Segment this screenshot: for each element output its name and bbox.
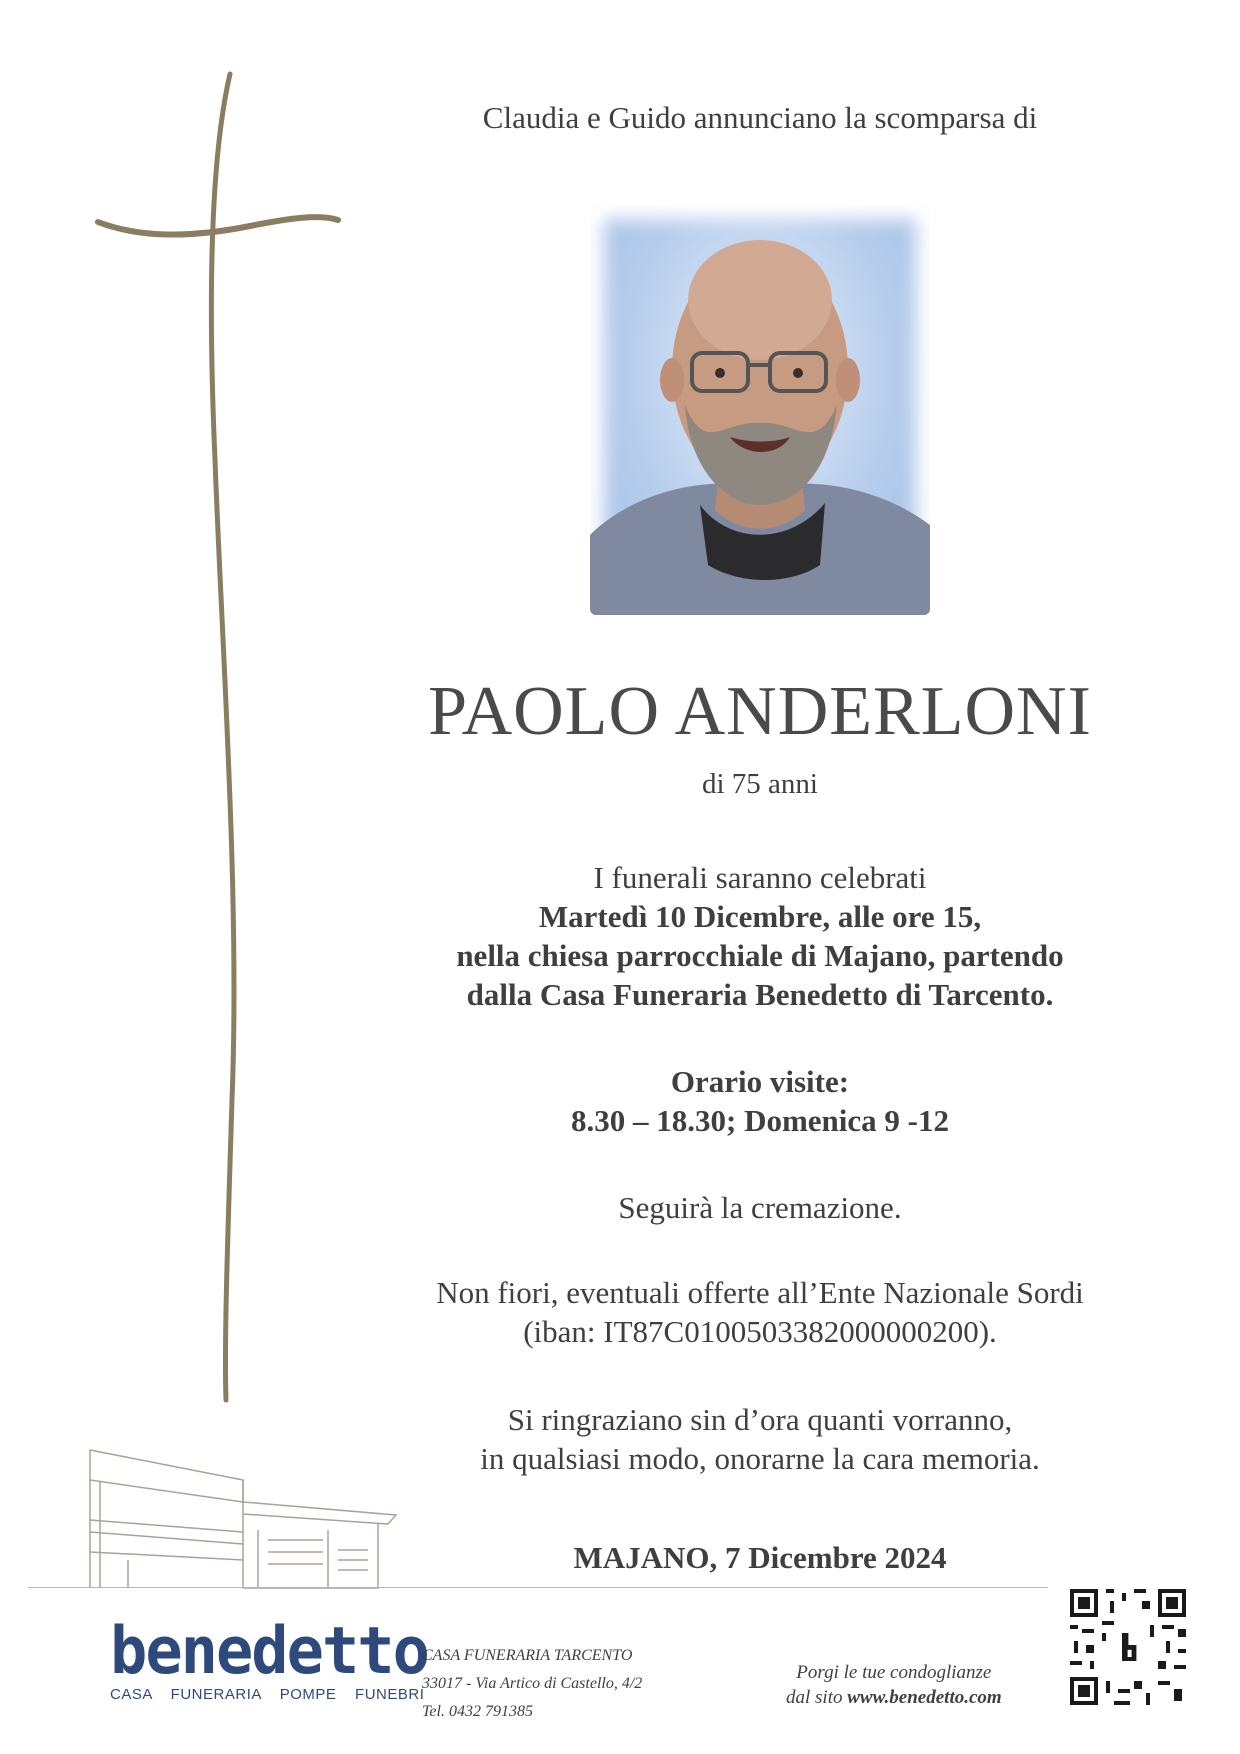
deceased-portrait	[590, 205, 930, 615]
funeral-date: Martedì 10 Dicembre, alle ore 15,	[538, 899, 982, 934]
footer-divider	[28, 1587, 1048, 1588]
cremation-note: Seguirà la cremazione.	[618, 1190, 902, 1225]
logo-wordmark: benedetto	[110, 1612, 428, 1689]
deceased-age: di 75 anni	[702, 768, 818, 800]
condolences-prefix: dal sito	[786, 1687, 843, 1708]
condolences-line-1: Porgi le tue condoglianze	[796, 1662, 992, 1683]
flowers-note	[380, 1273, 1140, 1351]
address-line-1: CASA FUNERARIA TARCENTO	[422, 1647, 633, 1664]
flowers-line-1: Non fiori, eventuali offerte all’Ente Nazionale Sordi	[436, 1275, 1084, 1310]
visits-hours: 8.30 – 18.30; Domenica 9 -12	[571, 1103, 949, 1138]
benedetto-logo	[110, 1612, 428, 1703]
deceased-name: PAOLO ANDERLONI	[428, 673, 1092, 750]
announcement-intro: Claudia e Guido annunciano la scomparsa di	[482, 100, 1038, 135]
thanks-note	[380, 1400, 1140, 1478]
funeral-departure: dalla Casa Funeraria Benedetto di Tarcento.	[466, 977, 1054, 1012]
address-line-2: 33017 - Via Artico di Castello, 4/2	[422, 1675, 643, 1692]
building-icon	[28, 1440, 408, 1600]
address-phone: Tel. 0432 791385	[422, 1703, 533, 1720]
funeral-details	[380, 858, 1140, 1014]
thanks-line-1: Si ringraziano sin d’ora quanti vorranno,	[507, 1402, 1013, 1437]
place-and-date: MAJANO, 7 Dicembre 2024	[573, 1540, 947, 1575]
funeral-line-1: I funerali saranno celebrati	[593, 860, 927, 895]
logo-subtitle: CASA FUNERARIA POMPE FUNEBRI	[110, 1686, 425, 1703]
condolences-note	[786, 1660, 1002, 1710]
visiting-hours	[380, 1062, 1140, 1140]
cross-icon	[0, 0, 360, 1420]
visits-title: Orario visite:	[670, 1064, 850, 1099]
condolences-website-link[interactable]: www.benedetto.com	[847, 1687, 1002, 1708]
thanks-line-2: in qualsiasi modo, onorarne la cara memoria.	[480, 1441, 1040, 1476]
flowers-iban: (iban: IT87C0100503382000000200).	[523, 1314, 997, 1349]
funeral-home-address	[422, 1642, 642, 1726]
qr-code-icon[interactable]	[1066, 1585, 1190, 1709]
funeral-church: nella chiesa parrocchiale di Majano, partendo	[456, 938, 1064, 973]
